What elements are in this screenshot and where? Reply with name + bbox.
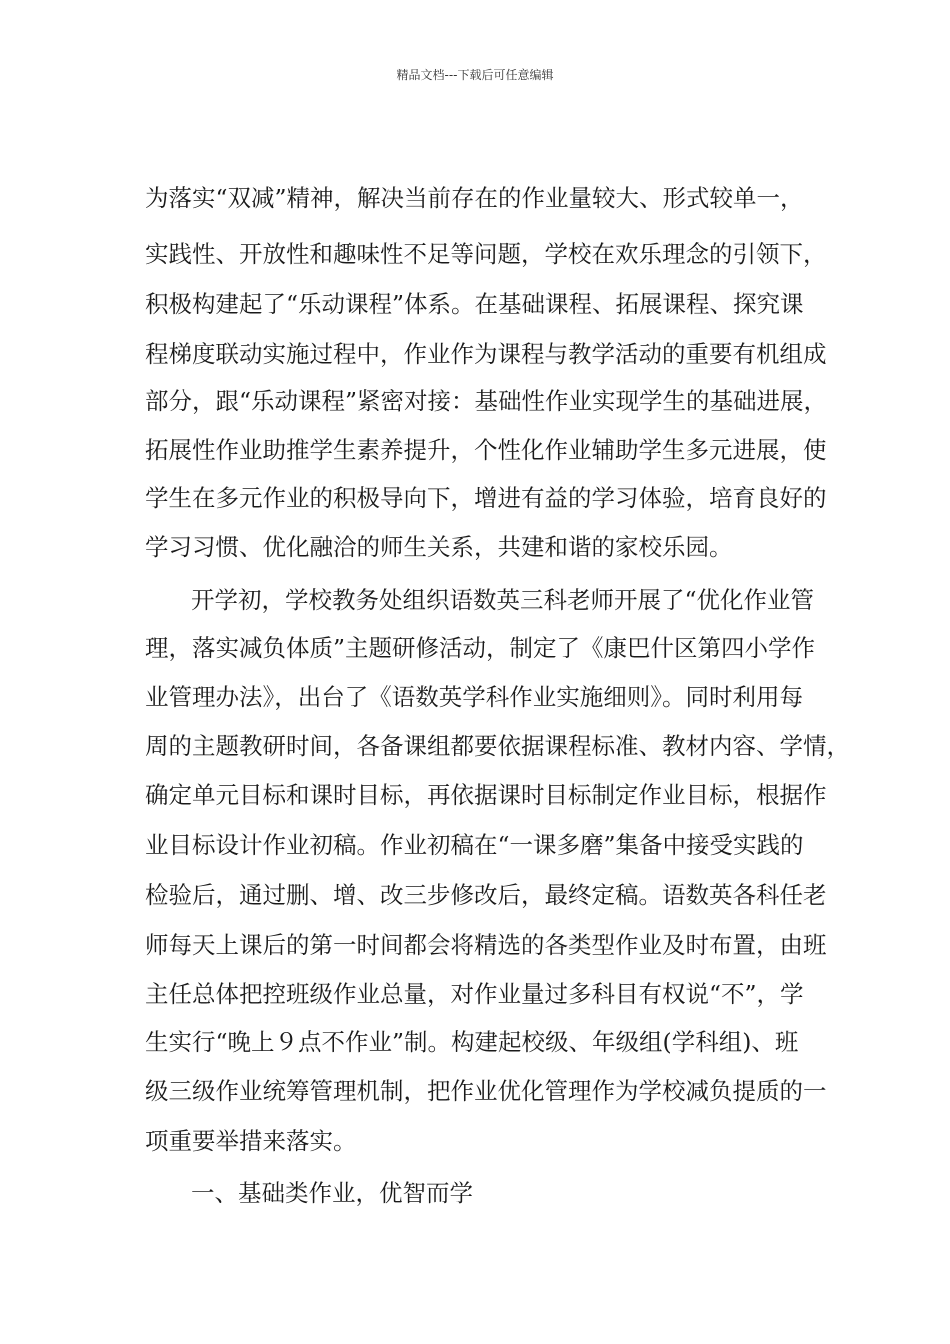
text-line: 部分，跟“乐动课程”紧密对接：基础性作业实现学生的基础进展， <box>145 387 828 415</box>
text-line: 一、基础类作业，优智而学 <box>191 1179 473 1207</box>
text-line: 检验后，通过删、增、改三步修改后，最终定稿。语数英各科任老 <box>145 881 827 909</box>
text-line: 业管理办法》，出台了《语数英学科作业实施细则》。同时利用每 <box>145 683 803 711</box>
text-line: 确定单元目标和课时目标，再依据课时目标制定作业目标，根据作 <box>145 781 827 809</box>
text-line: 开学初，学校教务处组织语数英三科老师开展了“优化作业管 <box>191 586 815 614</box>
text-line: 周的主题教研时间，各备课组都要依据课程标准、教材内容、学情， <box>145 732 850 760</box>
text-line: 拓展性作业助推学生素养提升，个性化作业辅助学生多元进展，使 <box>145 436 827 464</box>
text-line: 积极构建起了“乐动课程”体系。在基础课程、拓展课程、探究课 <box>145 290 804 318</box>
text-line: 理，落实减负体质”主题研修活动，制定了《康巴什区第四小学作 <box>145 634 816 662</box>
text-line: 项重要举措来落实。 <box>145 1127 357 1155</box>
text-line: 实践性、开放性和趣味性不足等问题，学校在欢乐理念的引领下， <box>145 240 827 268</box>
text-line: 师每天上课后的第一时间都会将精选的各类型作业及时布置，由班 <box>145 931 827 959</box>
text-line: 为落实“双减”精神，解决当前存在的作业量较大、形式较单一， <box>145 184 804 212</box>
text-line: 主任总体把控班级作业总量，对作业量过多科目有权说“不”，学 <box>145 980 804 1008</box>
text-line: 级三级作业统筹管理机制，把作业优化管理作为学校减负提质的一 <box>145 1077 827 1105</box>
text-line: 生实行“晚上９点不作业”制。构建起校级、年级组(学科组)、班 <box>145 1028 799 1056</box>
text-line: 程梯度联动实施过程中，作业作为课程与教学活动的重要有机组成 <box>145 340 827 368</box>
text-line: 学习习惯、优化融洽的师生关系，共建和谐的家校乐园。 <box>145 533 733 561</box>
page-header: 精品文档---下载后可任意编辑 <box>396 68 554 82</box>
text-line: 学生在多元作业的积极导向下，增进有益的学习体验，培育良好的 <box>145 484 827 512</box>
text-line: 业目标设计作业初稿。作业初稿在“一课多磨”集备中接受实践的 <box>145 831 804 859</box>
